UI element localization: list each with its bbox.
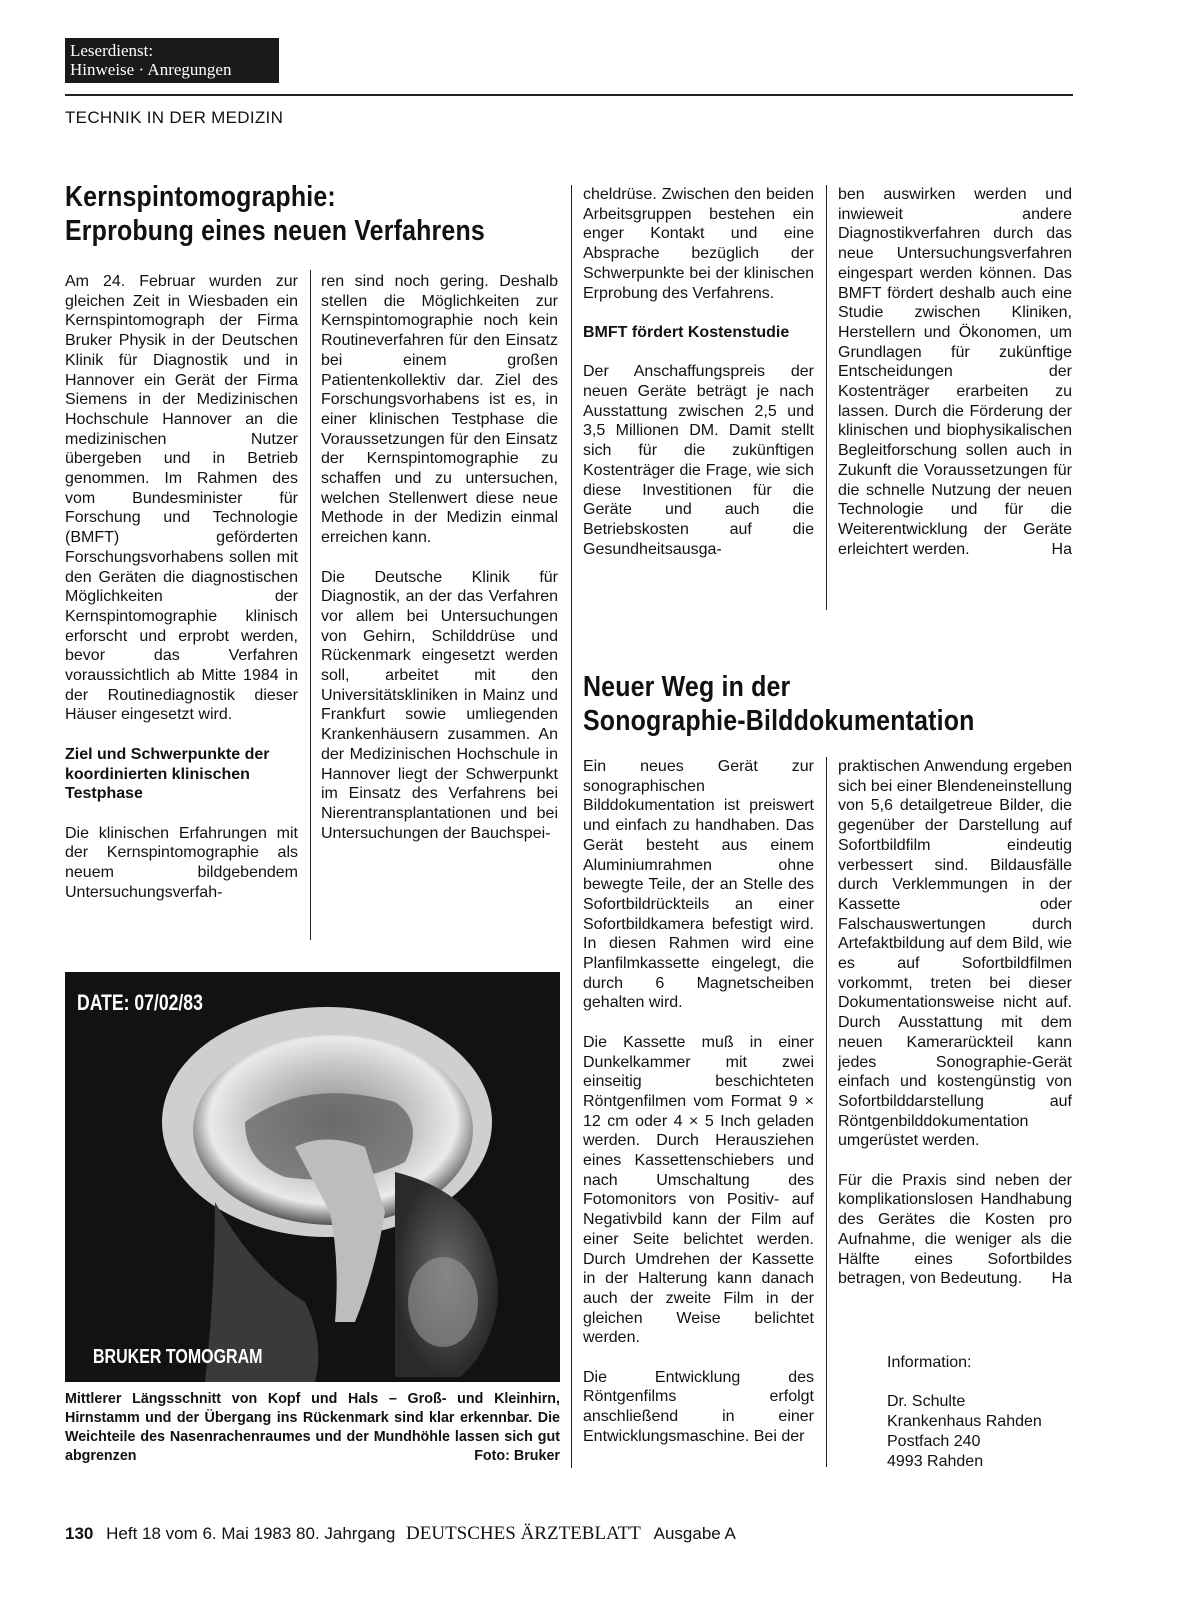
article2-paragraph: Ein neues Gerät zur sonographischen Bilddokumentation ist preiswert und einfach zu handhaben. Das Gerät besteht aus einem Aluminiumrahmen ohne bewegte Teile, der an Stelle des Sofortbildrückteils an einer Sofortbildkamera befestigt wird. In diesen Rahmen wird eine Planfilmkassette eingelegt, die durch 6 Magnetscheiben gehalten wird.: [583, 758, 814, 1012]
column-rule: [310, 270, 311, 940]
badge-line-1: Leserdienst:: [70, 41, 154, 60]
column-rule: [826, 757, 827, 1467]
author-sign: Ha: [1051, 540, 1072, 558]
article1-title-line2: Erprobung eines neuen Verfahrens: [65, 215, 485, 247]
info-org: Krankenhaus Rahden: [887, 1413, 1042, 1431]
article1-column-1: [65, 272, 298, 922]
badge-line-2: Hinweise · Anregungen: [70, 60, 232, 79]
info-label: Information:: [887, 1354, 972, 1371]
info-name: Dr. Schulte: [887, 1393, 966, 1411]
article2-headline: [583, 670, 1083, 738]
article2-paragraph: Die Kassette muß in einer Dunkelkammer mit zwei einseitig beschichteten Röntgenfilmen vom Format 9 × 12 cm oder 4 × 5 Inch geladen werden. Durch Herausziehen eines Kassettenschiebers und nach Umschaltung des Fotomonitors von Positiv- auf Negativbild kann der Film auf einer Seite belichtet werden. Durch Umdrehen der Kassette in der Halterung kann danach auch der zweite Film in der gleichen Weise belichtet werden.: [583, 1033, 814, 1347]
article1-title-line1: Kernspintomographie:: [65, 181, 336, 213]
article2-paragraph-text: Für die Praxis sind neben der komplikationslosen Handhabung des Gerätes die Kosten pro Aufnahme, die weniger als die Hälfte eines Sofortbildes betragen, von Bedeutung.: [838, 1171, 1072, 1288]
article1-paragraph: Die klinischen Erfahrungen mit der Kernspintomographie als neuem bildgebendem Untersuchungsverfah-: [65, 824, 298, 901]
article2-column-1: [583, 757, 814, 1466]
photo-credit: Foto: Bruker: [474, 1448, 560, 1464]
article1-subheading-2: BMFT fördert Kostenstudie: [583, 323, 790, 341]
article1-paragraph: Die Deutsche Klinik für Diagnostik, an der das Verfahren vor allem bei Untersuchungen von Gehirn, Schilddrüse und Rückenmark eingesetzt werden soll, arbeitet mit den Universitätskliniken in Mainz und Frankfurt sowie umliegenden Krankenhäusern zusammen. An der Medizinischen Hochschule in Hannover liegt der Schwerpunkt im Einsatz des Verfahrens bei Nierentransplantationen und bei Untersuchungen der Bauchspei-: [321, 568, 558, 842]
page-number: 130: [65, 1524, 94, 1543]
article1-subheading-1: Ziel und Schwerpunkte der koordinierten klinischen Testphase: [65, 745, 270, 803]
article1-paragraph: ren sind noch gering. Deshalb stellen die Möglichkeiten zur Kernspintomographie noch kein Routineverfahren für den Einsatz bei einem großen Patientenkollektiv dar. Ziel des Forschungsvorhabens ist es, in einer klinischen Testphase die Voraussetzungen für den Einsatz der Kernspintomographie zu schaffen und zu untersuchen, welchen Stellenwert diese neue Methode in der Medizin einmal erreichen kann.: [321, 273, 558, 547]
article2-paragraph: praktischen Anwendung ergeben sich bei einer Blendeneinstellung von 5,6 detailgetreue Bilder, die gegenüber der Darstellung auf Sofortbildfilm eindeutig verbessert sind. Bildausfälle durch Verklemmungen in der Kassette oder Falschauswertungen durch Artefaktbildung auf dem Bild, wie es auf Sofortbildfilmen vorkommt, treten bei dieser Dokumentationsweise nicht auf. Durch Ausstattung mit dem neuen Kamerarückteil kann jedes Sonographie-Gerät einfach und kostengünstig von Sofortbilddarstellung auf Röntgenbilddokumentation umgerüstet werden.: [838, 758, 1072, 1150]
article1-paragraph-text: ben auswirken werden und inwieweit andere Diagnostikverfahren durch das neue Untersuchungsverfahren eingespart werden können. Das BMFT fördert deshalb auch eine Studie zwischen Kliniken, Herstellern und Ökonomen, um Grundlagen für zukünftige Entscheidungen der Kostenträger erarbeiten zu lassen. Durch die Förderung der klinischen und biophysikalischen Begleitforschung sollen auch in Zukunft die Voraussetzungen für die schnelle Nutzung der neuen Technologie und für die Weiterentwicklung der Geräte erleichtert werden.: [838, 186, 1072, 558]
caption-text: Mittlerer Längsschnitt von Kopf und Hals – Groß- und Kleinhirn, Hirnstamm und der Übergang ins Rückenmark sind klar erkennbar. Die Weichteile des Nasenrachenraumes und der Mundhöhle lassen sich gut abgrenzen: [65, 1391, 560, 1464]
image-date-label: DATE: 07/02/83: [77, 990, 203, 1015]
image-scanner-label: BRUKER TOMOGRAM: [93, 1346, 263, 1368]
header-rule: [65, 94, 1073, 96]
mri-image: [65, 972, 560, 1382]
article1-paragraph: Der Anschaffungspreis der neuen Geräte beträgt je nach Ausstattung zwischen 2,5 und 3,5 Millionen DM. Damit stellt sich für die zukünftigen Kostenträger die Frage, wie sich diese Investitionen für die Geräte und auch die Betriebskosten auf die Gesundheitsausga-: [583, 363, 814, 558]
mri-scan-graphic: [65, 972, 560, 1382]
article2-paragraph: Die Entwicklung des Röntgenfilms erfolgt anschließend in einer Entwicklungsmaschine. Bei der: [583, 1368, 814, 1445]
column-rule: [571, 185, 572, 1468]
article1-paragraph: cheldrüse. Zwischen den beiden Arbeitsgruppen bestehen ein enger Kontakt und eine Absprache bezüglich der Schwerpunkte bei der klinischen Erprobung des Verfahrens.: [583, 186, 814, 302]
article2-column-2: [838, 757, 1072, 1289]
author-sign: Ha: [1051, 1270, 1072, 1288]
info-box: Postfach 240: [887, 1432, 981, 1450]
issue-info: Heft 18 vom 6. Mai 1983 80. Jahrgang: [106, 1524, 396, 1543]
article2-title-line2: Sonographie-Bilddokumentation: [583, 705, 975, 737]
article1-paragraph: Am 24. Februar wurden zur gleichen Zeit in Wiesbaden ein Kernspintomograph der Firma Bruker Physik in der Deutschen Klinik für Diagnostik und in Hannover ein Gerät der Firma Siemens in der Medizinischen Hochschule Hannover an die medizinischen Nutzer übergeben und in Betrieb genommen. Im Rahmen des vom Bundesminister für Forschung und Technologie (BMFT) geförderten Forschungsvorhabens sollen mit den Geräten die diagnostischen Möglichkeiten der Kernspintomographie klinisch erforscht und erprobt werden, bevor das Verfahren voraussichtlich ab Mitte 1984 in der Routinediagnostik dieser Häuser eingesetzt wird.: [65, 273, 298, 724]
info-city: 4993 Rahden: [887, 1452, 984, 1470]
article1-column-4: [838, 185, 1072, 559]
article1-paragraph: [838, 185, 1072, 559]
article1-column-3: [583, 185, 814, 579]
section-badge: [65, 38, 279, 83]
edition: Ausgabe A: [653, 1524, 736, 1543]
article2-paragraph: [838, 1171, 1072, 1289]
article2-title-line1: Neuer Weg in der: [583, 671, 791, 703]
column-rule: [826, 185, 827, 610]
info-block: [887, 1353, 1077, 1471]
figure-caption: [65, 1390, 560, 1466]
section-title: TECHNIK IN DER MEDIZIN: [65, 108, 284, 127]
journal-name: DEUTSCHES ÄRZTEBLATT: [406, 1523, 641, 1544]
page-footer: [65, 1523, 736, 1545]
article1-column-2: [321, 272, 558, 863]
